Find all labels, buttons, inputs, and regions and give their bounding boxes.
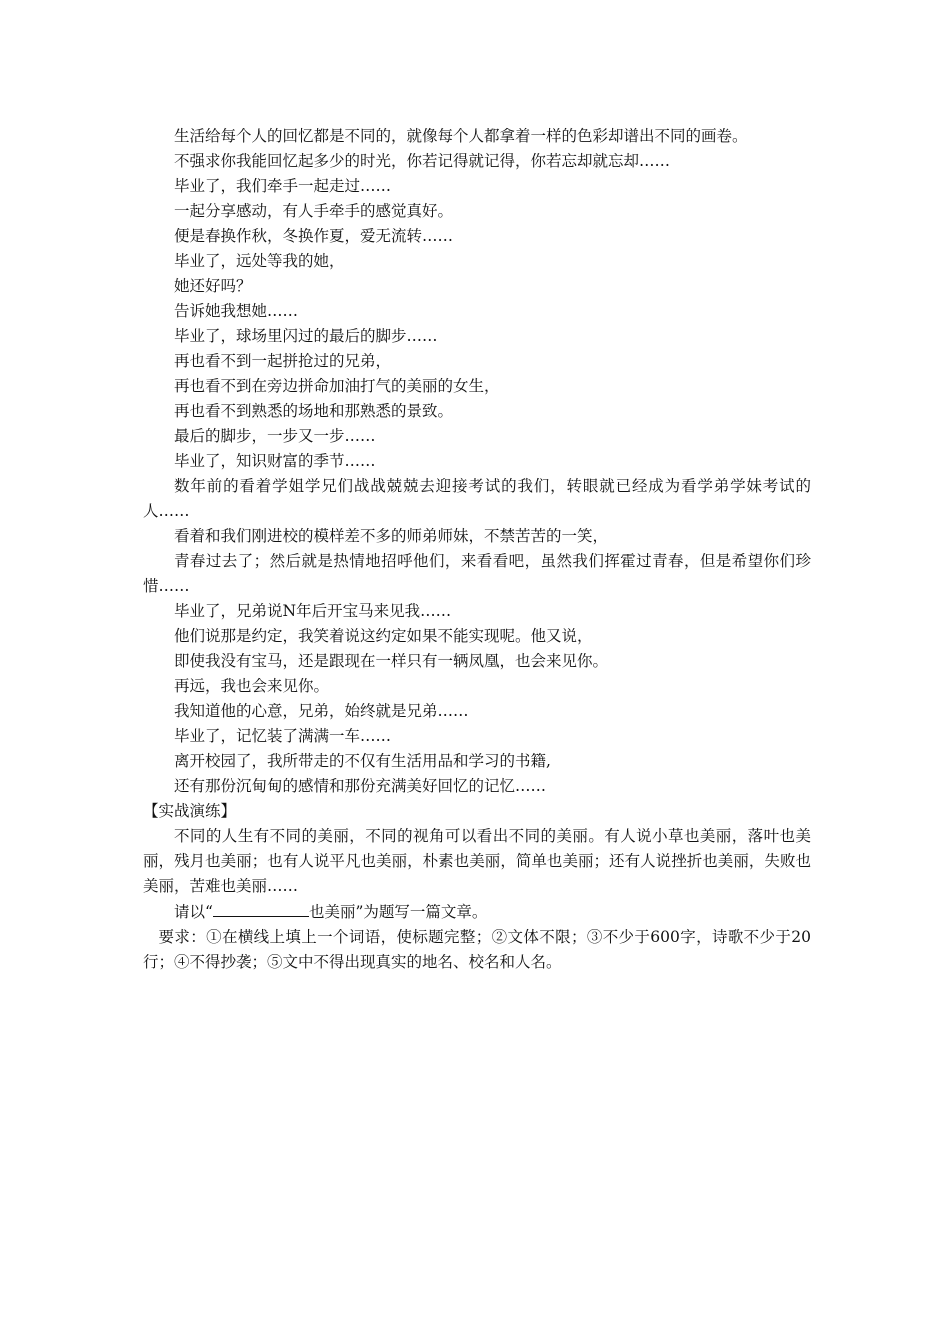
prompt-text-after: 也美丽”为题写一篇文章。 <box>308 903 488 921</box>
body-paragraph: 数年前的看着学姐学兄们战战兢兢去迎接考试的我们，转眼就已经成为看学弟学妹考试的人…… <box>143 477 811 520</box>
body-paragraph: 青春过去了；然后就是热情地招呼他们，来看看吧，虽然我们挥霍过青春，但是希望你们珍惜…… <box>143 552 811 595</box>
title-blank-line <box>213 899 309 917</box>
body-paragraph: 再远，我也会来见你。 <box>174 677 330 695</box>
essay-prompt <box>143 899 811 925</box>
body-paragraph: 不强求你我能回忆起多少的时光，你若记得就记得，你若忘却就忘却…… <box>174 152 671 170</box>
body-paragraph: 毕业了，知识财富的季节…… <box>174 452 376 470</box>
body-paragraph: 告诉她我想她…… <box>174 302 299 320</box>
essay-body <box>143 124 811 799</box>
body-paragraph: 便是春换作秋，冬换作夏，爱无流转…… <box>174 227 454 245</box>
body-paragraph: 再也看不到熟悉的场地和那熟悉的景致。 <box>174 402 454 420</box>
body-paragraph: 离开校园了，我所带走的不仅有生活用品和学习的书籍, <box>174 752 551 770</box>
body-paragraph: 再也看不到在旁边拼命加油打气的美丽的女生， <box>174 377 500 395</box>
body-paragraph: 生活给每个人的回忆都是不同的，就像每个人都拿着一样的色彩却谱出不同的画卷。 <box>174 127 748 145</box>
document-page <box>143 124 811 975</box>
body-paragraph: 一起分享感动，有人手牵手的感觉真好。 <box>174 202 454 220</box>
body-paragraph: 看着和我们刚进校的模样差不多的师弟师妹，不禁苦苦的一笑， <box>174 527 609 545</box>
body-paragraph: 即使我没有宝马，还是跟现在一样只有一辆凤凰，也会来见你。 <box>174 652 609 670</box>
body-paragraph: 毕业了，球场里闪过的最后的脚步…… <box>174 327 438 345</box>
body-paragraph: 毕业了，远处等我的她， <box>174 252 345 270</box>
body-paragraph: 还有那份沉甸甸的感情和那份充满美好回忆的记忆…… <box>174 777 547 795</box>
body-paragraph: 毕业了，兄弟说N年后开宝马来见我…… <box>174 602 452 620</box>
prompt-text-before: 请以“ <box>174 903 213 921</box>
practice-intro-paragraph: 不同的人生有不同的美丽，不同的视角可以看出不同的美丽。有人说小草也美丽，落叶也美丽，残月也美丽；也有人说平凡也美丽，朴素也美丽，简单也美丽；还有人说挫折也美丽，失败也美丽，苦难也美丽…… <box>143 827 811 895</box>
body-paragraph: 最后的脚步，一步又一步…… <box>174 427 376 445</box>
body-paragraph: 我知道他的心意，兄弟，始终就是兄弟…… <box>174 702 469 720</box>
body-paragraph: 再也看不到一起拼抢过的兄弟， <box>174 352 392 370</box>
body-paragraph: 他们说那是约定，我笑着说这约定如果不能实现呢。他又说， <box>174 627 593 645</box>
requirements-paragraph: 要求：①在横线上填上一个词语，使标题完整；②文体不限；③不少于600字，诗歌不少于20行；④不得抄袭；⑤文中不得出现真实的地名、校名和人名。 <box>143 928 811 971</box>
body-paragraph: 毕业了，我们牵手一起走过…… <box>174 177 392 195</box>
section-heading-practice: 【实战演练】 <box>143 802 237 820</box>
body-paragraph: 她还好吗？ <box>174 277 252 295</box>
body-paragraph: 毕业了，记忆装了满满一车…… <box>174 727 392 745</box>
